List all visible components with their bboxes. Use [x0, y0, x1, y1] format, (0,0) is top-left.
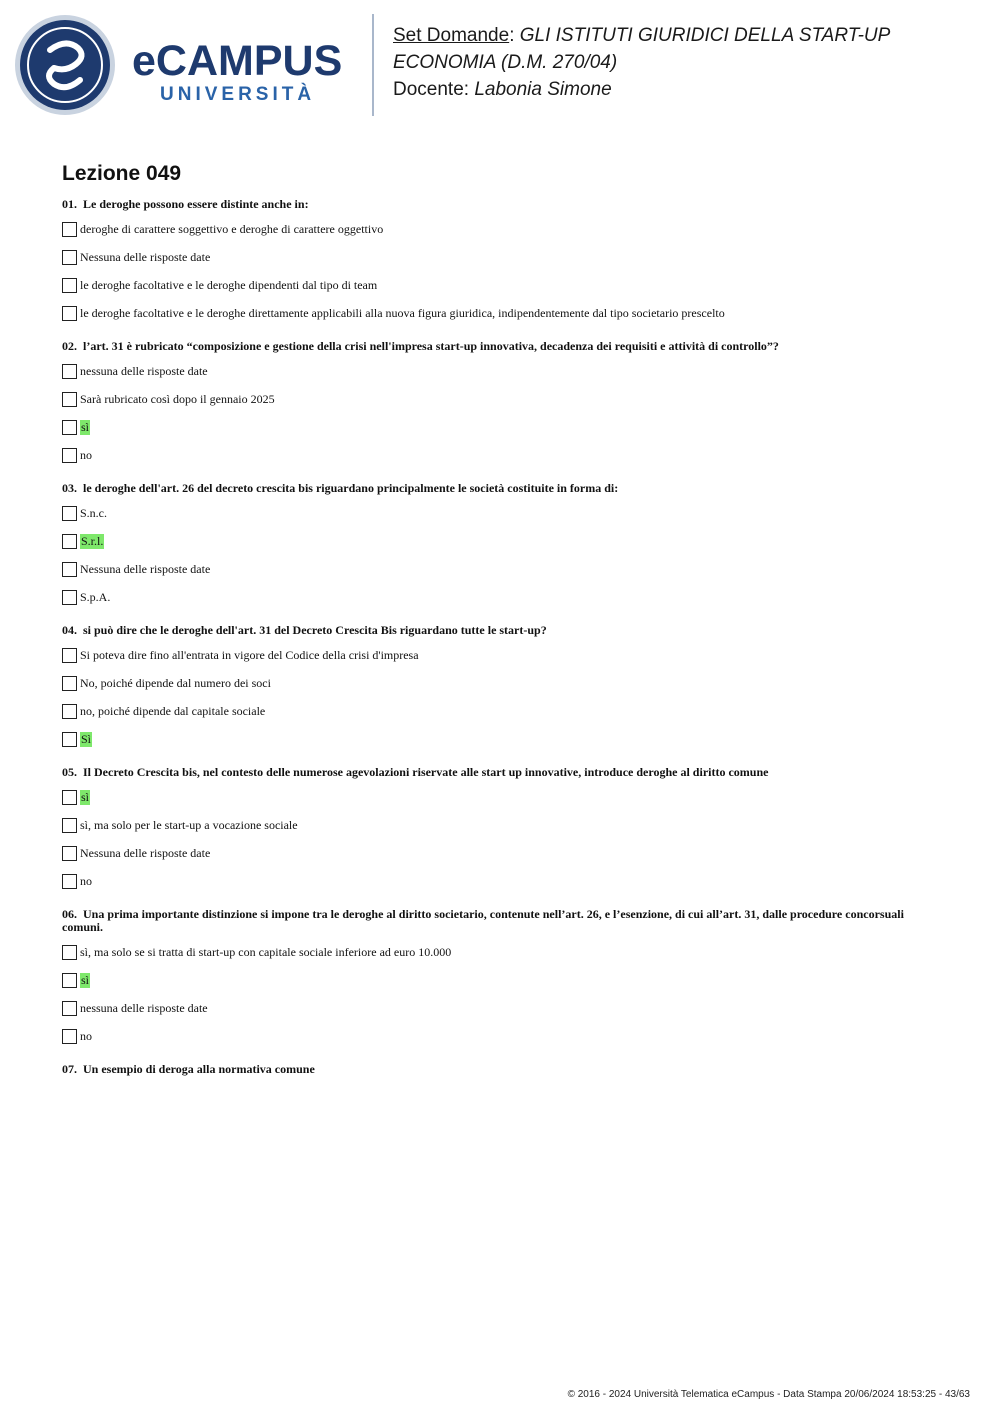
answer-option[interactable]: [62, 277, 942, 294]
answer-option[interactable]: [62, 419, 942, 436]
answer-label: S.r.l.: [81, 534, 104, 548]
answer-option[interactable]: [62, 505, 942, 522]
docente-name: Labonia Simone: [474, 79, 612, 100]
checkbox[interactable]: [62, 448, 77, 463]
answer-option[interactable]: [62, 249, 942, 266]
checkbox[interactable]: [62, 732, 77, 747]
checkbox[interactable]: [62, 648, 77, 663]
question-label: si può dire che le deroghe dell'art. 31 del Decreto Crescita Bis riguardano tutte le start-up?: [83, 623, 547, 637]
answer-option[interactable]: [62, 561, 942, 578]
checkbox[interactable]: [62, 945, 77, 960]
question-text: [62, 482, 942, 495]
checkbox[interactable]: [62, 973, 77, 988]
answer-label: sì: [81, 790, 90, 804]
checkbox[interactable]: [62, 676, 77, 691]
logo-e-mark: e: [132, 37, 156, 85]
question-7: [62, 1063, 942, 1076]
checkbox[interactable]: [62, 222, 77, 237]
logo-brand: eCAMPUS: [132, 37, 343, 85]
question-text: [62, 340, 942, 353]
checkbox[interactable]: [62, 590, 77, 605]
answer-label: sì: [81, 420, 90, 434]
question-number: 06.: [62, 907, 77, 921]
answer-label: Nessuna delle risposte date: [80, 562, 211, 576]
set-title: GLI ISTITUTI GIURIDICI DELLA START-UP: [519, 25, 891, 46]
answer-option[interactable]: [62, 1000, 942, 1017]
answer-option[interactable]: [62, 817, 942, 834]
checkbox[interactable]: [62, 818, 77, 833]
docente-label: Docente:: [393, 79, 470, 100]
set-line: Set Domande: GLI ISTITUTI GIURIDICI DELLA START-UP: [393, 25, 891, 46]
question-label: le deroghe dell'art. 26 del decreto crescita bis riguardano principalmente le società costituite in forma di:: [83, 481, 619, 495]
answer-option[interactable]: [62, 873, 942, 890]
question-1: [62, 198, 942, 322]
answer-option[interactable]: [62, 447, 942, 464]
question-label: Un esempio di deroga alla normativa comune: [83, 1062, 315, 1076]
answer-label: no: [80, 448, 92, 462]
question-5: [62, 766, 942, 890]
question-label: Una prima importante distinzione si impone tra le deroghe al diritto societario, contenute nell’art. 26, e l’esenzione, di cui all’art. 31, dalle procedure concorsuali comuni.: [62, 907, 904, 934]
checkbox[interactable]: [62, 1029, 77, 1044]
answer-label: sì, ma solo se si tratta di start-up con capitale sociale inferiore ad euro 10.000: [80, 945, 452, 959]
answer-label: S.p.A.: [80, 590, 111, 604]
ecampus-badge-icon: [14, 14, 116, 116]
answer-option[interactable]: [62, 391, 942, 408]
docente-line: [393, 76, 983, 103]
answer-label: Nessuna delle risposte date: [80, 250, 211, 264]
answer-option[interactable]: [62, 789, 942, 806]
answer-label: Sì: [81, 732, 92, 746]
question-label: Il Decreto Crescita bis, nel contesto delle numerose agevolazioni riservate alle start up innovative, introduce deroghe al diritto comune: [83, 765, 769, 779]
question-number: 04.: [62, 623, 77, 637]
set-title-line2: ECONOMIA (D.M. 270/04): [393, 52, 618, 73]
answer-option[interactable]: [62, 221, 942, 238]
checkbox[interactable]: [62, 506, 77, 521]
question-list: [62, 162, 942, 1094]
page-footer: © 2016 - 2024 Università Telematica eCampus - Data Stampa 20/06/2024 18:53:25 - 43/63: [567, 1389, 970, 1400]
answer-option[interactable]: [62, 1028, 942, 1045]
page-header: [0, 0, 1000, 130]
answer-option[interactable]: [62, 589, 942, 606]
answer-label: Sarà rubricato così dopo il gennaio 2025: [80, 392, 275, 406]
question-text: [62, 1063, 942, 1076]
answer-label: sì: [81, 973, 90, 987]
checkbox[interactable]: [62, 704, 77, 719]
answer-label: deroghe di carattere soggettivo e deroghe di carattere oggettivo: [80, 222, 384, 236]
answer-label: Si poteva dire fino all'entrata in vigore del Codice della crisi d'impresa: [80, 648, 419, 662]
set-label: Set Domande: [393, 25, 510, 46]
answer-label: no, poiché dipende dal capitale sociale: [80, 704, 266, 718]
question-number: 01.: [62, 197, 77, 211]
answer-option[interactable]: [62, 647, 942, 664]
answer-label: S.n.c.: [80, 506, 107, 520]
answer-label: nessuna delle risposte date: [80, 364, 208, 378]
question-text: [62, 766, 942, 779]
answer-option[interactable]: [62, 533, 942, 550]
answer-label: nessuna delle risposte date: [80, 1001, 208, 1015]
answer-option[interactable]: [62, 703, 942, 720]
answer-option[interactable]: [62, 363, 942, 380]
answer-label: sì, ma solo per le start-up a vocazione sociale: [80, 818, 298, 832]
answer-label: no: [80, 1029, 92, 1043]
answer-label: le deroghe facoltative e le deroghe direttamente applicabili alla nuova figura giuridica, indipendentemente dal tipo societario prescelto: [80, 306, 725, 320]
question-text: [62, 624, 942, 637]
checkbox[interactable]: [62, 278, 77, 293]
checkbox[interactable]: [62, 364, 77, 379]
question-6: [62, 908, 942, 1045]
question-number: 03.: [62, 481, 77, 495]
answer-option[interactable]: [62, 845, 942, 862]
question-2: [62, 340, 942, 464]
question-number: 07.: [62, 1062, 77, 1076]
checkbox[interactable]: [62, 874, 77, 889]
question-4: [62, 624, 942, 748]
question-number: 05.: [62, 765, 77, 779]
checkbox[interactable]: [62, 562, 77, 577]
question-text: [62, 198, 942, 211]
lesson-title: Lezione 049: [62, 162, 182, 185]
question-label: l’art. 31 è rubricato “composizione e gestione della crisi nell'impresa start-up innovativa, decadenza dei requisiti e attività di controllo”?: [83, 339, 779, 353]
answer-label: Nessuna delle risposte date: [80, 846, 211, 860]
checkbox[interactable]: [62, 420, 77, 435]
answer-label: no: [80, 874, 92, 888]
question-3: [62, 482, 942, 606]
questions-container: [62, 198, 942, 1076]
question-label: Le deroghe possono essere distinte anche in:: [83, 197, 309, 211]
checkbox[interactable]: [62, 534, 77, 549]
logo-sub: UNIVERSITÀ: [160, 84, 316, 105]
header-divider: [372, 14, 374, 116]
answer-option[interactable]: [62, 944, 942, 961]
course-info: [393, 22, 983, 103]
checkbox[interactable]: [62, 846, 77, 861]
answer-option[interactable]: [62, 305, 942, 322]
answer-label: le deroghe facoltative e le deroghe dipendenti dal tipo di team: [80, 278, 378, 292]
checkbox[interactable]: [62, 306, 77, 321]
checkbox[interactable]: [62, 1001, 77, 1016]
question-number: 02.: [62, 339, 77, 353]
checkbox[interactable]: [62, 790, 77, 805]
ecampus-wordmark: [132, 38, 357, 113]
answer-option[interactable]: [62, 972, 942, 989]
answer-label: No, poiché dipende dal numero dei soci: [80, 676, 271, 690]
answer-option[interactable]: [62, 675, 942, 692]
question-text: [62, 908, 942, 934]
checkbox[interactable]: [62, 250, 77, 265]
answer-option[interactable]: [62, 731, 942, 748]
checkbox[interactable]: [62, 392, 77, 407]
